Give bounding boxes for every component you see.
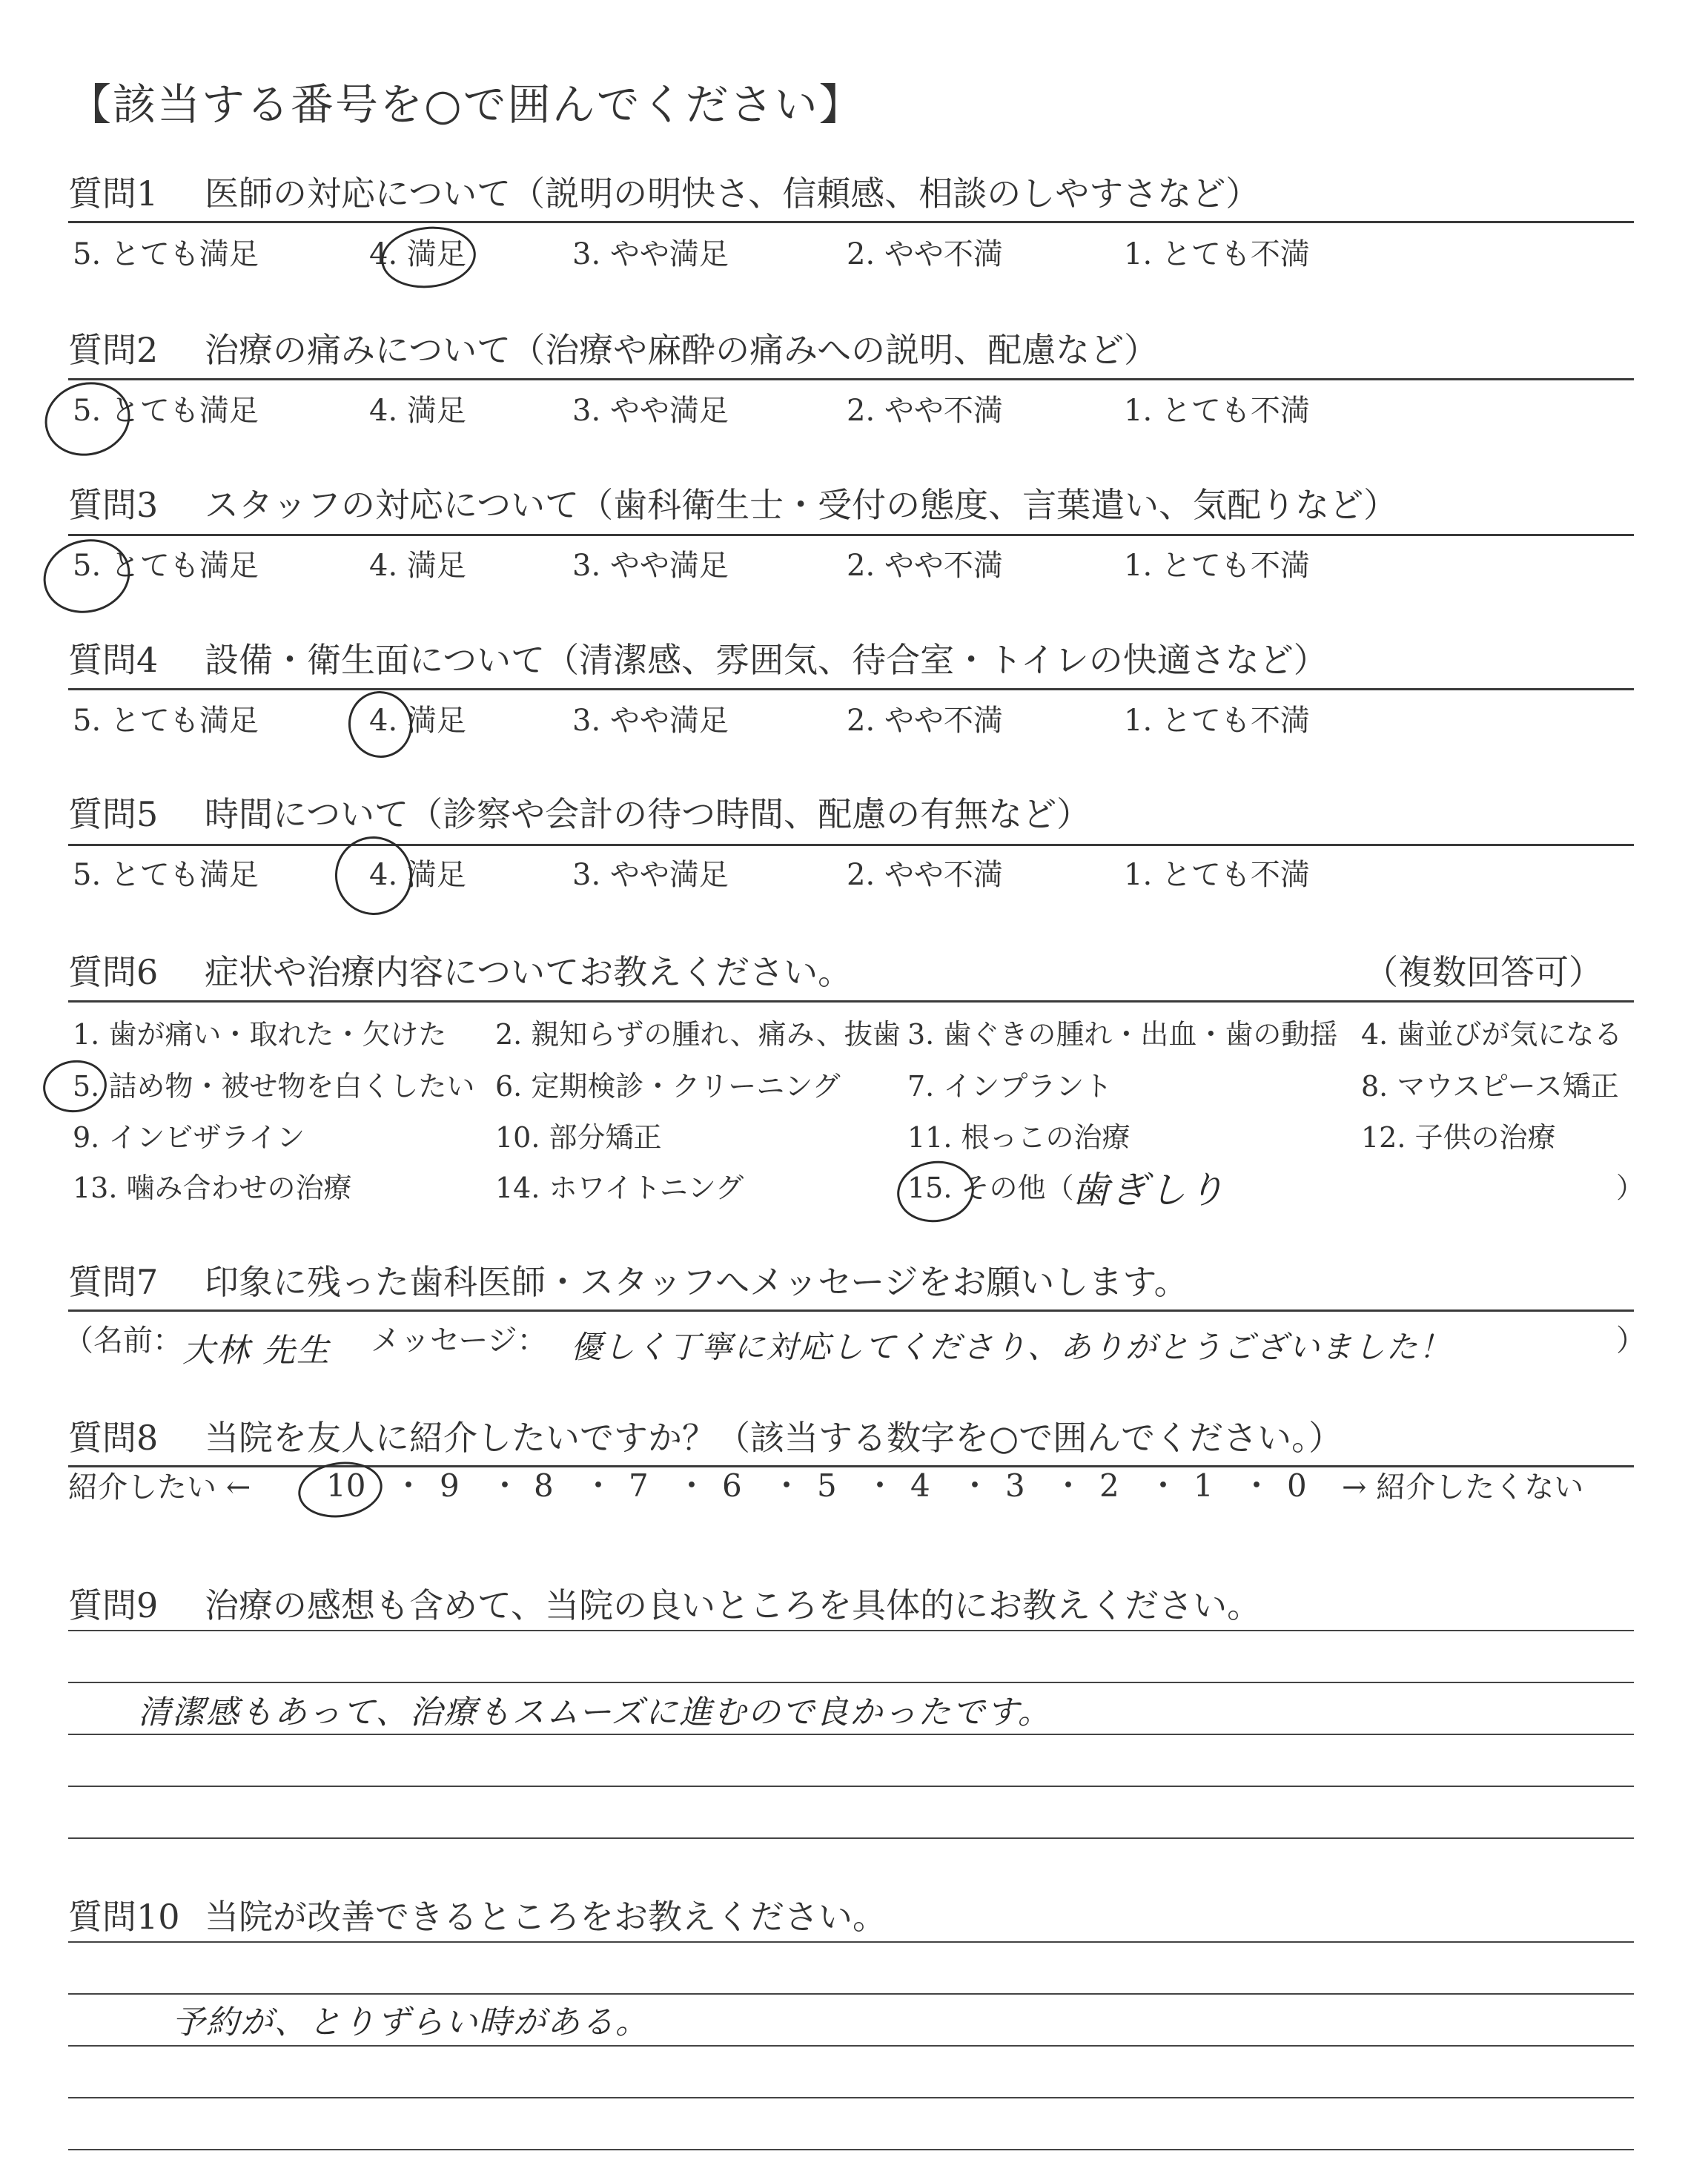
q6-other-answer: 歯ぎしり (1072, 1169, 1226, 1212)
q6-option-10[interactable]: 10. 部分矯正 (495, 1121, 662, 1154)
q6-answer-circle-15 (893, 1156, 978, 1227)
q3-option-2[interactable]: 2. やや不満 (847, 549, 1003, 583)
q2-text: 治療の痛みについて（治療や麻酔の痛みへの説明、配慮など） (205, 330, 1159, 370)
q2-option-3[interactable]: 3. やや満足 (572, 394, 729, 428)
q5-text: 時間について（診察や会計の待つ時間、配慮の有無など） (205, 794, 1091, 834)
q5-option-5[interactable]: 5. とても満足 (73, 858, 259, 892)
q8-scale-separator: ・ (393, 1467, 425, 1504)
q6-option-9[interactable]: 9. インビザライン (73, 1121, 305, 1154)
q4-option-1[interactable]: 1. とても不満 (1124, 704, 1310, 738)
q6-option-8[interactable]: 8. マウスピース矯正 (1361, 1070, 1619, 1103)
q8-scale-3[interactable]: 3 (1005, 1467, 1025, 1504)
q6-option-12[interactable]: 12. 子供の治療 (1361, 1121, 1556, 1154)
page-title: 【該当する番号を○で囲んでください】 (68, 79, 864, 130)
q1-option-1[interactable]: 1. とても不満 (1124, 237, 1310, 271)
q2-rule (68, 378, 1634, 380)
q2-option-1[interactable]: 1. とても不満 (1124, 394, 1310, 428)
q8-scale-10[interactable]: 10 (326, 1467, 366, 1504)
q6-option-3[interactable]: 3. 歯ぐきの腫れ・出血・歯の動揺 (907, 1018, 1338, 1051)
q4-option-2[interactable]: 2. やや不満 (847, 704, 1003, 738)
q10-writing-line (68, 2149, 1634, 2150)
q8-scale-separator: ・ (864, 1467, 896, 1504)
q6-option-1[interactable]: 1. 歯が痛い・取れた・欠けた (73, 1018, 447, 1051)
q8-scale-separator: ・ (771, 1467, 803, 1504)
q8-right-label: → 紹介したくない (1342, 1470, 1584, 1505)
q8-scale-separator: ・ (583, 1467, 615, 1504)
q9-writing-line (68, 1786, 1634, 1787)
q4-option-3[interactable]: 3. やや満足 (572, 704, 729, 738)
q9-writing-line (68, 1837, 1634, 1839)
q9-label: 質問9 (68, 1585, 159, 1625)
q4-option-4[interactable]: 4. 満足 (369, 704, 466, 738)
q7-name-label: （名前： (64, 1324, 182, 1358)
q2-option-5[interactable]: 5. とても満足 (73, 394, 259, 428)
q7-label: 質問7 (68, 1262, 159, 1302)
q5-rule (68, 844, 1634, 846)
q8-scale-0[interactable]: 0 (1287, 1467, 1307, 1504)
q1-text: 医師の対応について（説明の明快さ、信頼感、相談のしやすさなど） (205, 174, 1260, 214)
q7-close: ） (1616, 1324, 1646, 1358)
q6-option-13[interactable]: 13. 噛み合わせの治療 (73, 1172, 352, 1204)
q8-scale-separator: ・ (676, 1467, 708, 1504)
q8-scale-9[interactable]: 9 (440, 1467, 460, 1504)
q8-scale-6[interactable]: 6 (722, 1467, 742, 1504)
q3-option-5[interactable]: 5. とても満足 (73, 549, 259, 583)
q8-scale-2[interactable]: 2 (1099, 1467, 1119, 1504)
q1-option-4[interactable]: 4. 満足 (369, 237, 466, 271)
q4-rule (68, 688, 1634, 690)
q10-writing-line (68, 2097, 1634, 2098)
q10-writing-line (68, 1941, 1634, 1943)
q1-rule (68, 221, 1634, 223)
q9-answer: 清潔感もあって、治療もスムーズに進むので良かったです。 (138, 1694, 1052, 1731)
q9-text: 治療の感想も含めて、当院の良いところを具体的にお教えください。 (205, 1585, 1262, 1625)
q5-option-3[interactable]: 3. やや満足 (572, 858, 729, 892)
q6-option-5[interactable]: 5. 詰め物・被せ物を白くしたい (73, 1070, 475, 1103)
q9-writing-line (68, 1734, 1634, 1735)
q8-scale-separator: ・ (959, 1467, 991, 1504)
q8-text: 当院を友人に紹介したいですか？（該当する数字を○で囲んでください。） (205, 1418, 1343, 1458)
q10-text: 当院が改善できるところをお教えください。 (205, 1897, 887, 1937)
q7-rule (68, 1309, 1634, 1312)
q3-rule (68, 534, 1634, 536)
q5-option-4[interactable]: 4. 満足 (369, 858, 466, 892)
q10-label: 質問10 (68, 1897, 180, 1937)
q8-scale-separator: ・ (1053, 1467, 1085, 1504)
q8-scale-separator: ・ (1148, 1467, 1179, 1504)
q3-answer-circle (35, 529, 138, 622)
q9-writing-line (68, 1630, 1634, 1631)
q6-option-14[interactable]: 14. ホワイトニング (495, 1172, 744, 1204)
q6-option-2[interactable]: 2. 親知らずの腫れ、痛み、抜歯 (495, 1018, 901, 1051)
q6-other-close: ） (1616, 1172, 1645, 1204)
q6-answer-circle-5 (40, 1056, 110, 1116)
q2-label: 質問2 (68, 330, 159, 370)
q10-answer: 予約が、とりずらい時がある。 (172, 2004, 649, 2041)
q8-left-label: 紹介したい ← (68, 1470, 251, 1505)
q6-option-7[interactable]: 7. インプラント (907, 1070, 1113, 1103)
q7-text: 印象に残った歯科医師・スタッフへメッセージをお願いします。 (205, 1262, 1188, 1302)
q3-text: スタッフの対応について（歯科衛生士・受付の態度、言葉遣い、気配りなど） (205, 485, 1398, 525)
q8-scale-separator: ・ (1241, 1467, 1273, 1504)
q7-name-value: 大林 先生 (182, 1332, 331, 1370)
q8-scale-5[interactable]: 5 (817, 1467, 837, 1504)
q5-label: 質問5 (68, 794, 159, 834)
q10-writing-line (68, 1993, 1634, 1995)
q5-option-2[interactable]: 2. やや不満 (847, 858, 1003, 892)
q2-option-2[interactable]: 2. やや不満 (847, 394, 1003, 428)
q5-option-1[interactable]: 1. とても不満 (1124, 858, 1310, 892)
q1-option-2[interactable]: 2. やや不満 (847, 237, 1003, 271)
q8-scale-4[interactable]: 4 (910, 1467, 930, 1504)
q8-scale-7[interactable]: 7 (629, 1467, 649, 1504)
q6-text: 症状や治療内容についてお教えください。 (205, 952, 853, 992)
q4-label: 質問4 (68, 640, 159, 680)
q3-option-4[interactable]: 4. 満足 (369, 549, 466, 583)
q8-scale-8[interactable]: 8 (534, 1467, 554, 1504)
q1-option-5[interactable]: 5. とても満足 (73, 237, 259, 271)
q8-scale-separator: ・ (489, 1467, 521, 1504)
q6-label: 質問6 (68, 952, 159, 992)
q8-rule (68, 1465, 1634, 1467)
q2-answer-circle (36, 373, 138, 466)
q7-message-label: メッセージ： (371, 1324, 547, 1358)
q3-option-1[interactable]: 1. とても不満 (1124, 549, 1310, 583)
q2-option-4[interactable]: 4. 満足 (369, 394, 466, 428)
q3-option-3[interactable]: 3. やや満足 (572, 549, 729, 583)
q1-option-3[interactable]: 3. やや満足 (572, 237, 729, 271)
q1-answer-circle (378, 222, 479, 293)
q4-option-5[interactable]: 5. とても満足 (73, 704, 259, 738)
q7-message-value: 優しく丁寧に対応してくださり、ありがとうございました！ (571, 1329, 1452, 1365)
q6-option-11[interactable]: 11. 根っこの治療 (907, 1121, 1131, 1154)
q8-scale-1[interactable]: 1 (1194, 1467, 1214, 1504)
q10-writing-line (68, 2045, 1634, 2047)
q3-label: 質問3 (68, 485, 159, 525)
q6-note: （複数回答可） (1364, 952, 1603, 992)
q1-label: 質問1 (68, 174, 159, 214)
q4-text: 設備・衛生面について（清潔感、雰囲気、待合室・トイレの快適さなど） (205, 640, 1328, 680)
q6-option-6[interactable]: 6. 定期検診・クリーニング (495, 1070, 841, 1103)
q6-rule (68, 1000, 1634, 1003)
q4-answer-circle (343, 686, 417, 763)
q6-option-4[interactable]: 4. 歯並びが気になる (1361, 1018, 1623, 1051)
q9-writing-line (68, 1682, 1634, 1683)
q6-option-15[interactable]: 15. その他（ (907, 1172, 1074, 1204)
q8-label: 質問8 (68, 1418, 159, 1458)
